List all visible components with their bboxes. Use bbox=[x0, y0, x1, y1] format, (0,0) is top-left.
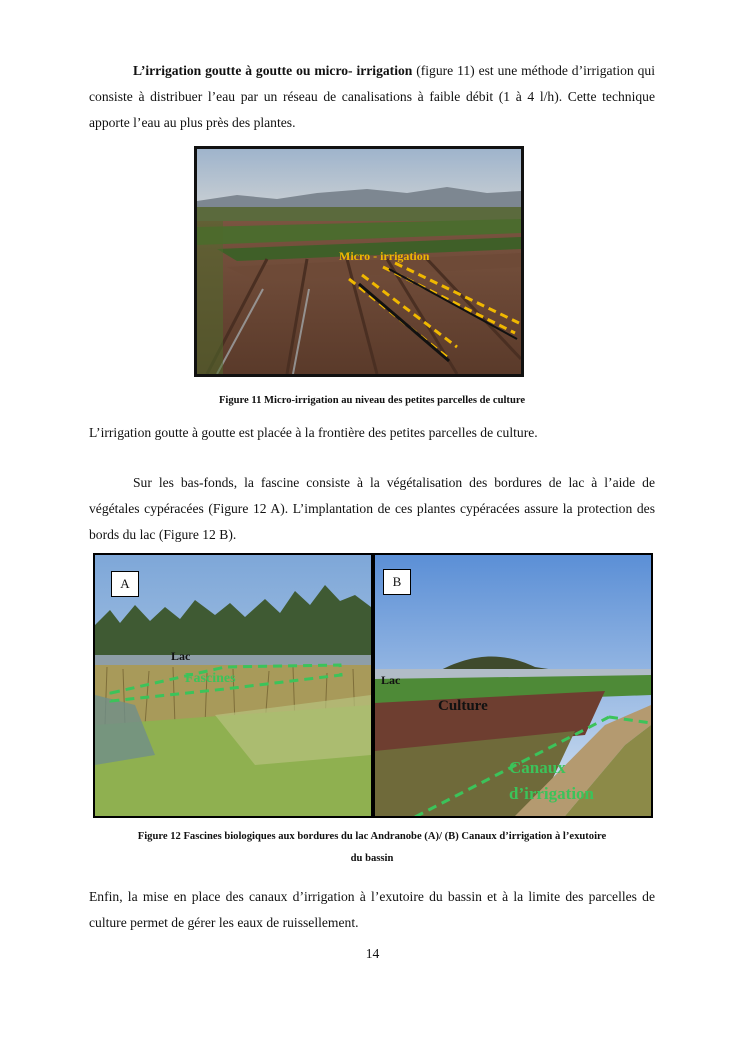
paragraph-text: (figure 11) est une méthode d’irrigation qui consiste à distribuer l’eau par un réseau de canalisations à faible débit (1 à 4 l/h). Cette technique apporte l’eau au plus près des plantes. bbox=[89, 63, 655, 130]
paragraph-goutte-a-goutte: L’irrigation goutte à goutte est placée à la frontière des petites parcelles de culture. bbox=[89, 425, 538, 440]
figure-12-caption bbox=[89, 826, 655, 870]
canaux-label-line1: Canaux bbox=[509, 758, 566, 777]
culture-label: Culture bbox=[438, 698, 488, 714]
fascines-label: Fascines bbox=[185, 671, 236, 686]
figure-12-caption-line1: Figure 12 Fascines biologiques aux bordures du lac Andranobe (A)/ (B) Canaux d’irrigation à l’exutoire bbox=[137, 831, 607, 842]
lac-label-b: Lac bbox=[381, 673, 401, 687]
bold-term: L’irrigation goutte à goutte ou micro- irrigation bbox=[133, 63, 413, 78]
figure-11-caption: Figure 11 Micro-irrigation au niveau des petites parcelles de culture bbox=[218, 395, 526, 406]
figure-12-caption-line2: du bassin bbox=[350, 853, 394, 864]
lac-label-a: Lac bbox=[171, 649, 191, 663]
paragraph-enfin: Enfin, la mise en place des canaux d’irrigation à l’exutoire du bassin et à la limite des parcelles de culture permet de gérer les eaux de ruissellement. bbox=[89, 889, 655, 930]
paragraph-fascine: Sur les bas-fonds, la fascine consiste à la végétalisation des bordures de lac à l’aide de végétales cypéracées (Figure 12 A). L’implantation de ces plantes cypéracées assure la protection des bords du lac (Figure 12 B). bbox=[89, 475, 655, 542]
micro-irrigation-label: Micro - irrigation bbox=[339, 249, 430, 263]
figure-12-panel-b bbox=[373, 553, 653, 818]
figure-11-photo bbox=[194, 146, 524, 377]
paragraph-micro-irrigation bbox=[89, 58, 655, 136]
canaux-label-line2: d’irrigation bbox=[509, 784, 594, 803]
panel-a-letter: A bbox=[111, 571, 139, 597]
page-number: 14 bbox=[365, 946, 380, 961]
panel-b-letter: B bbox=[383, 569, 411, 595]
figure-12-panel-a bbox=[93, 553, 373, 818]
